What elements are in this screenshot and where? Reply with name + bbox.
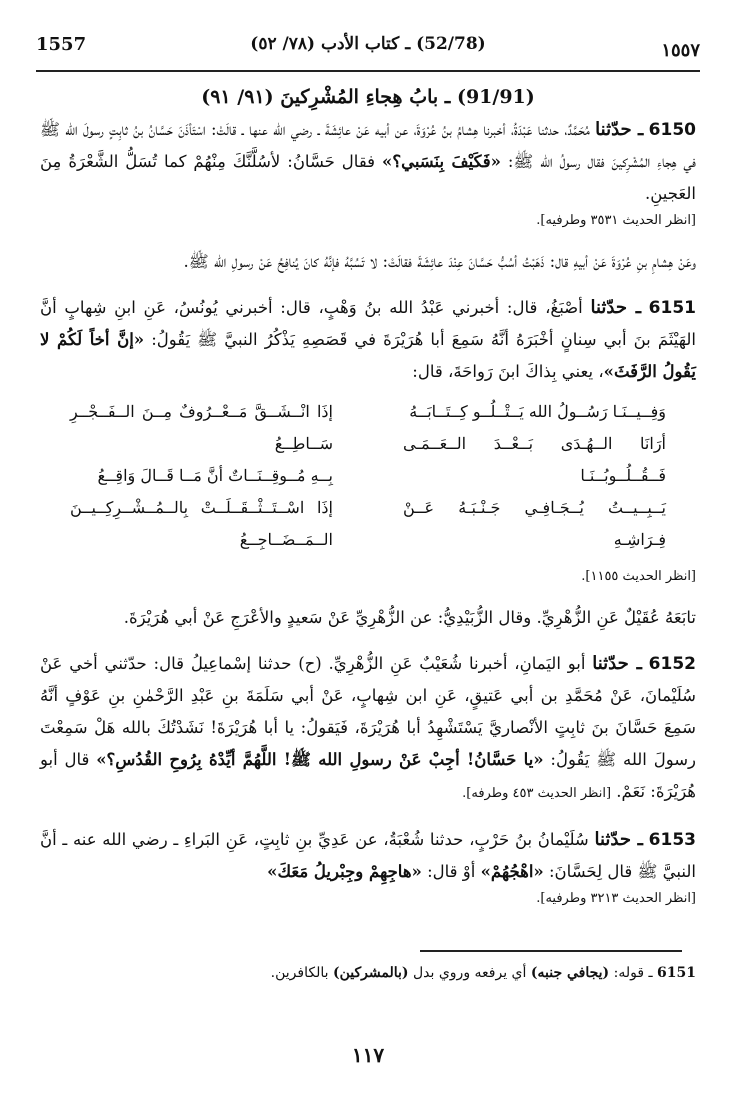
prophetic-quote: «يا حَسَّانُ! أجِبْ عَنْ رسولِ الله ﷺ! اللَّهُمَّ أيِّدْهُ بِرُوحِ القُدُسِ؟» (96, 750, 544, 769)
hadith-text: سُلَيْمانُ بنُ حَرْبٍ، حدثنا شُعْبَةُ، عن عَدِيِّ بنِ ثابِتٍ، عَنِ البَراءِ ـ رضي الله عنه ـ أنَّ النبيَّ ﷺ قال لِحَسَّانَ: (40, 830, 696, 881)
footnote-term: (يجافي جنبه) (530, 965, 610, 981)
hadith-text: أبو اليَمانِ، أخبرنا شُعَيْبٌ عَنِ الزُّهْرِيِّ. (ح) حدثنا إسْماعِيلُ قال: حدّثني أخي عَنْ سُلَيْمانَ، عَنْ مُحَمَّدِ بن أبي عَتيقٍ، عَنِ ابن شِهابٍ، عَنْ أبي سَلَمَةَ بنِ عَبْدِ الرَّحْمٰنِ بنِ عَوْفٍ أنَّهُ سَمِعَ حَسَّانَ بنَ ثابِتٍ الأنْصاريَّ يَسْتَشْهِدُ أبا هُرَيْرَةَ، فَيَقولُ: يا أبا هُرَيْرَةَ! نَشَدْتُكَ بالله هَلْ سَمِعْتَ رسولَ الله ﷺ يَقُولُ: (40, 654, 697, 769)
cross-reference: [انظر الحديث ١١٥٥]. (581, 569, 696, 584)
footnote-text: ـ قوله: (613, 965, 653, 981)
page-number-arabic: ١٥٥٧ (661, 40, 700, 61)
footnote-rule (420, 950, 682, 952)
cross-reference: [انظر الحديث ٤٥٣ وطرفه]. (462, 786, 612, 801)
hadith-text: قال أبو هُرَيْرَةَ: نَعَمْ. (40, 750, 696, 801)
cross-reference: [انظر الحديث ٣٥٣١ وطرفيه]. (536, 213, 696, 228)
hadith-text: أوْ قال: (427, 862, 476, 881)
footnote-number: 6151 (657, 965, 696, 981)
main-text (40, 86, 696, 924)
prophetic-quote: «إنَّ أخاً لَكُمْ لا يَقُولُ الرَّفَثَ» (40, 330, 696, 381)
hadith-6151-follow: تابَعَهُ عُقَيْلٌ عَنِ الزُّهْرِيِّ. وقال الزُّبَيْدِيُّ: عن الزُّهْرِيِّ عَنْ سَعيدٍ والأعْرَجِ عَنْ أبي هُرَيْرَةَ. (123, 608, 696, 627)
poem-verse: يَــبِــيــتُ يُــجَـافِـي جَـنْـبَـهُ عَــنْ فِـرَاشِـهِ (403, 498, 666, 549)
cross-reference: [انظر الحديث ٣٢١٣ وطرفيه]. (536, 891, 696, 906)
hadith-number: 6152 (648, 654, 696, 674)
hadith-number: 6150 (648, 120, 696, 140)
hadith-text: فقال حَسَّانُ: لأسُلَّنَّكَ مِنْهُمْ كما تُسَلُّ الشَّعْرَةُ مِنَ العَجينِ. (40, 152, 696, 203)
hadith-keyword: ـ حدّثنا (592, 653, 642, 674)
hadith-6150 (40, 114, 696, 210)
poem-verse: وَفِــيــنَـا رَسُــولُ الله يَــتْــلُــو كِــتَــابَــهُ (409, 402, 666, 421)
hadith-text: ، يعني بِذاكَ ابنَ رَواحَةَ، قال: (412, 362, 604, 381)
poem-verse: بِــهِ مُــوقِــنَــاتٌ أنَّ مَــا قَــالَ وَاقِــعُ (97, 466, 333, 485)
poem (70, 396, 666, 556)
hadith-6152 (40, 648, 696, 810)
footnote-text: بالكافرين. (270, 965, 329, 981)
hadith-keyword: ـ حدّثنا (594, 829, 643, 850)
footnote-term: (بالمشركين) (332, 965, 409, 981)
hadith-number: 6153 (648, 830, 696, 850)
hadith-keyword: ـ حدّثنا (595, 119, 644, 140)
poem-verse: إذَا اسْــتَــثْــقَــلَــتْ بِالــمُــشْــرِكِــيــنَ الــمَــضَــاجِــعُ (70, 498, 333, 549)
prophetic-quote: «فَكَيْفَ بِنَسَبي؟» (382, 152, 501, 171)
hadith-6150-addendum: وعَنْ هِشامِ بنِ عُرْوَةَ عَنْ أبيهِ قال: ذَهَبْتُ أسُبُّ حَسَّانَ عِنْدَ عائِشَةَ فقالَتْ: لا تَسُبَّهُ فإنَّهُ كانَ يُنافِحُ عَنْ رسولِ الله ﷺ. (183, 252, 696, 271)
page-number-latin: 1557 (36, 34, 87, 55)
page-header (36, 30, 700, 72)
prophetic-quote: «هاجِهِمْ وجِبْريلُ مَعَكَ» (267, 862, 422, 881)
hadith-number: 6151 (648, 298, 696, 318)
hadith-6151 (40, 292, 696, 388)
poem-left-column (70, 396, 333, 556)
folio-number: ١١٧ (351, 1043, 385, 1067)
footnote (40, 962, 696, 984)
prophetic-quote: «اهْجُهُمْ» (480, 862, 544, 881)
hadith-text: أصْبَغُ، قال: أخبرني عَبْدُ الله بنُ وَهْبٍ، قال: أخبرني يُونُسُ، عَنِ ابنِ شِهابٍ أنَّ الهَيْثَمَ بنَ أبي سِنانٍ أخْبَرَهُ أنَّهُ سَمِعَ أبا هُرَيْرَةَ في قَصَصِهِ يَذْكُرُ النبيَّ ﷺ يَقُولُ: (40, 298, 697, 349)
chapter-title: (91/91) ـ بابُ هِجاءِ المُشْرِكينَ (٩١/ ٩١) (201, 86, 535, 108)
hadith-text: مُحَمَّدٌ، حدثنا عَبْدَةُ، أخبرنا هِشامُ بنُ عُرْوَةَ، عن أبيه عَنْ عائِشَةَ ـ رضي الله عنها ـ قالَتْ: اسْتَأذَنَ حَسَّانُ بنُ ثابِتٍ رسولَ الله ﷺ في هِجاءِ المُشْرِكينَ فقال رسولُ الله ﷺ: (40, 120, 696, 171)
poem-verse: إذَا انْــشَــقَّ مَــعْــرُوفٌ مِــنَ الــفَــجْــرِ سَــاطِــعُ (70, 402, 333, 453)
hadith-6153 (40, 824, 696, 888)
footnote-text: أي يرفعه وروي بدل (412, 965, 527, 981)
running-title: (52/78) ـ كتاب الأدب (٧٨/ ٥٢) (250, 34, 486, 54)
poem-verse: أرَانَا الــهُـدَى بَــعْــدَ الــعَــمَـى فَــقُــلُــوبُــنَـا (403, 434, 666, 485)
hadith-keyword: ـ حدّثنا (590, 297, 641, 318)
poem-right-column (403, 396, 666, 556)
